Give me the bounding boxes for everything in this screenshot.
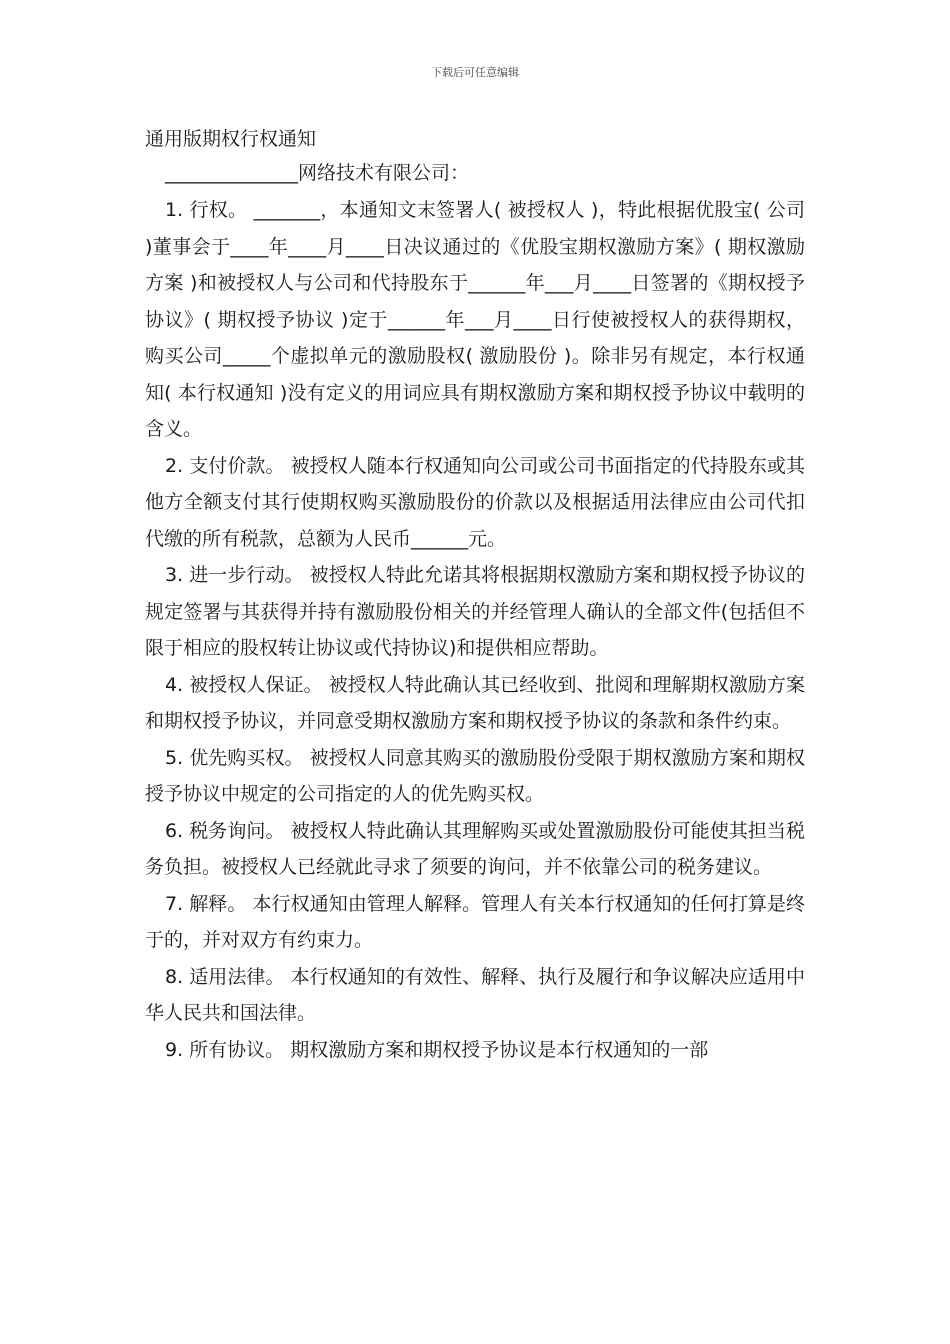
document-title: 通用版期权行权通知 xyxy=(145,128,317,150)
paragraph-preemptive-right: 5. 优先购买权。 被授权人同意其购买的激励股份受限于期权激励方案和期权授予协议中规定的公司指定的人的优先购买权。 xyxy=(145,746,805,805)
paragraph-entire-agreement: 9. 所有协议。 期权激励方案和期权授予协议是本行权通知的一部 xyxy=(165,1038,709,1061)
paragraph-exercise: 1. 行权。 _______，本通知文末签署人( 被授权人 )，特此根据优股宝( 公司 )董事会于____年____月____日决议通过的《优股宝期权激励方案》( 期权激励方案 )和被授权人与公司和代持股东于______年___月____日签署的《期权授予协议》( 期权授予协议 )定于______年___月____日行使被授权人的获得期权，购买公司_____个虚拟单元的激励股权( 激励股份 )。除非另有规定，本行权通知( 本行权通知 )没有定义的用词应具有期权激励方案和期权授予协议中载明的含义。 xyxy=(145,199,805,440)
paragraph-payment: 2. 支付价款。 被授权人随本行权通知向公司或公司书面指定的代持股东或其他方全额支付其行使期权购买激励股份的价款以及根据适用法律应由公司代扣代缴的所有税款，总额为人民币______元。 xyxy=(145,454,805,550)
paragraph-further-action: 3. 进一步行动。 被授权人特此允诺其将根据期权激励方案和期权授予协议的规定签署与其获得并持有激励股份相关的并经管理人确认的全部文件(包括但不限于相应的股权转让协议或代持协议)和提供相应帮助。 xyxy=(145,564,805,659)
paragraph-grantee-warranty: 4. 被授权人保证。 被授权人特此确认其已经收到、批阅和理解期权激励方案和期权授予协议，并同意受期权激励方案和期权授予协议的条款和条件约束。 xyxy=(145,673,805,732)
document-body xyxy=(145,124,805,1068)
addressee-line: ______________网络技术有限公司： xyxy=(165,162,470,184)
page-header: 下载后可任意编辑 xyxy=(431,66,519,79)
paragraph-governing-law: 8. 适用法律。 本行权通知的有效性、解释、执行及履行和争议解决应适用中华人民共和国法律。 xyxy=(145,965,805,1024)
paragraph-interpretation: 7. 解释。 本行权通知由管理人解释。管理人有关本行权通知的任何打算是终于的，并对双方有约束力。 xyxy=(145,892,805,951)
paragraph-tax-consultation: 6. 税务询问。 被授权人特此确认其理解购买或处置激励股份可能使其担当税务负担。被授权人已经就此寻求了须要的询问，并不依靠公司的税务建议。 xyxy=(145,819,805,878)
